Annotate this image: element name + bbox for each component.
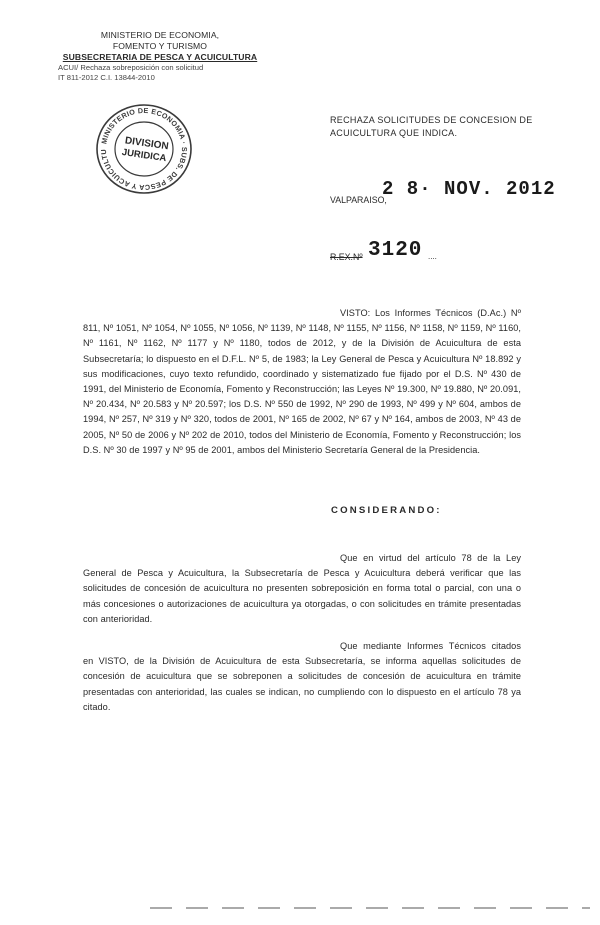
title-line-1: RECHAZA SOLICITUDES DE CONCESION DE (330, 115, 533, 125)
resolution-label: R.EX.Nº (330, 252, 363, 262)
resolution-dots: .... (428, 252, 437, 261)
place-label: VALPARAISO, (330, 195, 387, 205)
paragraph-1-text: Que en virtud del artículo 78 de la Ley General de Pesca y Acuicultura, la Subsecretaría de Pesca y Acuicultura deberá verificar que las solicitudes de concesión de acuicultura no presenten sobreposición en forma total o parcial, con una o más concesiones o autorizaciones de acuicultura ya otorgadas, o con solicitudes en trámite presentadas con anterioridad. (83, 553, 521, 624)
document-header (0, 30, 320, 83)
paragraph-2-text: Que mediante Informes Técnicos citados en VISTO, de la División de Acuicultura de esta Subsecretaría, se informa aquellas solicitudes de concesión de acuicultura que se sobreponen a solicitudes de concesión de acuicultura en trámite presentadas con anterioridad, las cuales se indican, no cumpliendo con lo dispuesto en el artículo 78 ya citado. (83, 641, 521, 712)
subsecretaria-line: SUBSECRETARIA DE PESCA Y ACUICULTURA (62, 52, 258, 62)
stamp-center-line-1: DIVISION (124, 135, 170, 153)
considerando-heading: CONSIDERANDO: (331, 505, 442, 516)
stamp-ring-text: MINISTERIO DE ECONOMIA · SUBS. DE PESCA Y ACUICULTU (98, 105, 190, 193)
visto-paragraph (83, 306, 521, 458)
bottom-scan-rule (150, 907, 590, 909)
title-line-2: ACUICULTURA QUE INDICA. (330, 128, 458, 138)
ministry-line-1: MINISTERIO DE ECONOMIA, (100, 30, 220, 40)
considerando-paragraph-1 (83, 551, 521, 627)
considerando-paragraph-2 (83, 639, 521, 715)
resolution-number: 3120 (368, 239, 423, 262)
date-stamp: 2 8· NOV. 2012 (382, 178, 556, 200)
stamp-seal-graphic (92, 101, 196, 197)
reference-line-2: IT 811-2012 C.I. 13844-2010 (58, 73, 155, 82)
ministry-line-2: FOMENTO Y TURISMO (112, 41, 208, 51)
reference-line-1: ACUI/ Rechaza sobreposición con solicitud (58, 63, 204, 72)
document-title (330, 114, 550, 140)
visto-text: VISTO: Los Informes Técnicos (D.Ac.) Nº 811, Nº 1051, Nº 1054, Nº 1055, Nº 1056, Nº 1139, Nº 1148, Nº 1155, Nº 1156, Nº 1158, Nº 1159, Nº 1160, Nº 1161, Nº 1162, Nº 1177 y Nº 1180, todos de 2012, y de la División de Acuicultura de esta Subsecretaría; lo dispuesto en el D.F.L. Nº 5, de 1983; la Ley General de Pesca y Acuicultura Nº 18.892 y sus modificaciones, cuyo texto refundido, coordinado y sistematizado fue fijado por el D.S. Nº 430 de 1991, del Ministerio de Economía, Fomento y Reconstrucción; las Leyes Nº 19.300, Nº 19.880, Nº 20.091, Nº 20.434, Nº 20.583 y Nº 20.597; los D.S. Nº 550 de 1992, Nº 290 de 1993, Nº 499 y Nº 604, ambos de 1994, Nº 257, Nº 319 y Nº 320, todos de 2001, Nº 165 de 2002, Nº 67 y Nº 164, ambos de 2003, Nº 43 de 2005, Nº 50 de 2006 y Nº 202 de 2010, todos del Ministerio de Economía, Fomento y Reconstrucción; los D.S. Nº 30 de 1997 y Nº 95 de 2001, ambos del Ministerio Secretaría General de la Presidencia. (83, 308, 521, 455)
stamp-center-line-2: JURIDICA (121, 147, 168, 165)
division-juridica-stamp (92, 101, 196, 197)
